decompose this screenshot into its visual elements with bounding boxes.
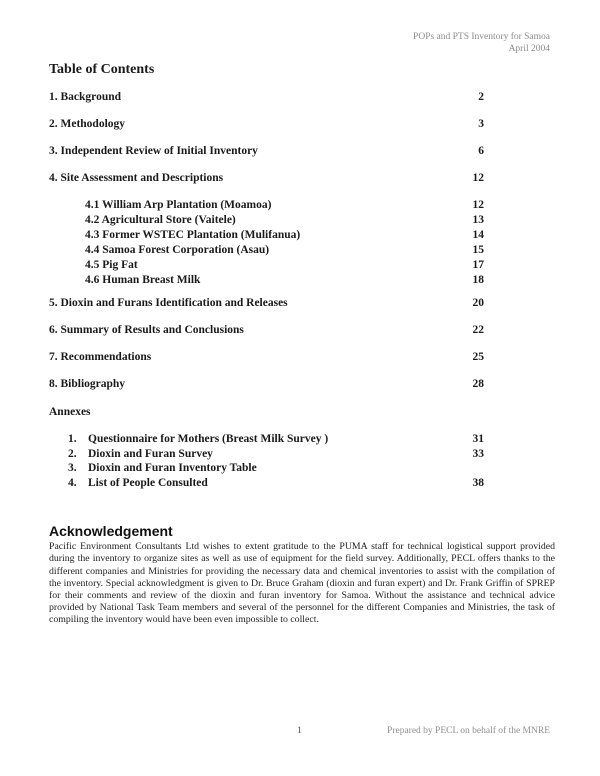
toc-subentry <box>85 258 484 273</box>
toc-subentry-page: 15 <box>472 244 484 256</box>
toc-entry-site-assessment <box>49 171 484 185</box>
annex-item-label: Dioxin and Furan Survey <box>88 447 213 460</box>
toc-entry-page: 3 <box>478 118 484 130</box>
toc-subentry-page: 13 <box>472 214 484 226</box>
toc-entry-dioxin-furans <box>49 296 484 310</box>
toc-subentry-page: 12 <box>472 199 484 211</box>
toc-entry-summary <box>49 323 484 337</box>
footer-credit: Prepared by PECL on behalf of the MNRE <box>387 726 550 736</box>
annex-item-number: 1. <box>68 433 77 445</box>
toc-subentry-label: 4.2 Agricultural Store (Vaitele) <box>85 214 236 226</box>
toc-title: Table of Contents <box>49 62 155 77</box>
toc-subentry <box>85 228 484 243</box>
toc-subentry <box>85 198 484 213</box>
toc-entry-independent-review <box>49 144 484 158</box>
annex-item <box>49 447 484 462</box>
toc-subentry-label: 4.5 Pig Fat <box>85 259 138 271</box>
toc-entry-background <box>49 90 484 104</box>
toc-entry-page: 2 <box>478 91 484 103</box>
page-footer <box>49 725 550 738</box>
header-date: April 2004 <box>508 44 550 54</box>
annex-item <box>49 476 484 491</box>
toc-subentry-label: 4.3 Former WSTEC Plantation (Mulifanua) <box>85 229 301 241</box>
toc-entry-page: 6 <box>478 145 484 157</box>
footer-page-number: 1 <box>297 726 302 736</box>
header-doc-title: POPs and PTS Inventory for Samoa <box>413 32 550 42</box>
annex-item-number: 3. <box>68 462 77 475</box>
toc-subentry-label: 4.6 Human Breast Milk <box>85 274 201 286</box>
page-content <box>0 62 600 626</box>
toc-subentry-label: 4.1 William Arp Plantation (Moamoa) <box>85 199 272 211</box>
toc-entry-methodology <box>49 117 484 131</box>
toc-subentry-page: 18 <box>472 274 484 286</box>
annex-item-number: 4. <box>68 476 77 489</box>
acknowledgement-body: Pacific Environment Consultants Ltd wishes to extent gratitude to the PUMA staff for technical logistical support provided during the inventory to organize sites as well as use of equipment for the field survey. Additionally, PECL offers thanks to the different companies and Ministries for providing the necessary data and chemical inventories to assist with the compilation of the inventory. Special acknowledgment is given to Dr. Bruce Graham (dioxin and furan expert) and Dr. Frank Griffin of SPREP for their comments and review of the dioxin and furan inventory for Samoa. Without the assistance and technical advice provided by National Task Team members and several of the personnel for the different Companies and Ministries, the task of compiling the inventory would have been even impossible to collect. <box>49 541 555 625</box>
toc-entry-label: 3. Independent Review of Initial Inventory <box>49 145 258 157</box>
toc-entry-label: 8. Bibliography <box>49 378 126 390</box>
annex-item-label: Questionnaire for Mothers (Breast Milk Survey ) <box>88 433 329 445</box>
toc-entry-recommendations <box>49 350 484 364</box>
toc-entry-page: 25 <box>472 351 484 363</box>
annex-item-label: List of People Consulted <box>88 476 208 489</box>
toc-entry-label: 6. Summary of Results and Conclusions <box>49 324 244 336</box>
annex-list <box>49 432 484 490</box>
toc-entry-label: 5. Dioxin and Furans Identification and Releases <box>49 297 288 309</box>
annexes-heading: Annexes <box>49 406 91 418</box>
table-of-contents <box>49 90 484 490</box>
annex-item <box>49 432 484 447</box>
toc-subsection-list <box>85 198 484 288</box>
annex-item <box>49 461 484 476</box>
annex-item-number: 2. <box>68 447 77 460</box>
toc-subentry-label: 4.4 Samoa Forest Corporation (Asau) <box>85 244 270 256</box>
annex-item-label: Dioxin and Furan Inventory Table <box>88 462 257 475</box>
acknowledgement-title: Acknowledgement <box>49 523 173 540</box>
toc-entry-label: 2. Methodology <box>49 118 126 130</box>
toc-subentry-page: 14 <box>472 229 484 241</box>
acknowledgement-section <box>49 523 555 626</box>
toc-entry-page: 22 <box>472 324 484 336</box>
toc-subentry <box>85 213 484 228</box>
toc-entry-page: 20 <box>472 297 484 309</box>
toc-entry-label: 7. Recommendations <box>49 351 152 363</box>
annex-item-page: 33 <box>472 447 484 460</box>
toc-entry-page: 12 <box>472 172 484 184</box>
toc-entry-page: 28 <box>472 378 484 390</box>
page-header <box>0 0 600 55</box>
toc-entry-label: 1. Background <box>49 91 122 103</box>
toc-subentry <box>85 273 484 288</box>
toc-subentry-page: 17 <box>472 259 484 271</box>
toc-entry-bibliography <box>49 377 484 391</box>
annex-item-page: 31 <box>472 433 484 445</box>
annex-item-page: 38 <box>472 476 484 489</box>
toc-entry-label: 4. Site Assessment and Descriptions <box>49 172 224 184</box>
toc-subentry <box>85 243 484 258</box>
